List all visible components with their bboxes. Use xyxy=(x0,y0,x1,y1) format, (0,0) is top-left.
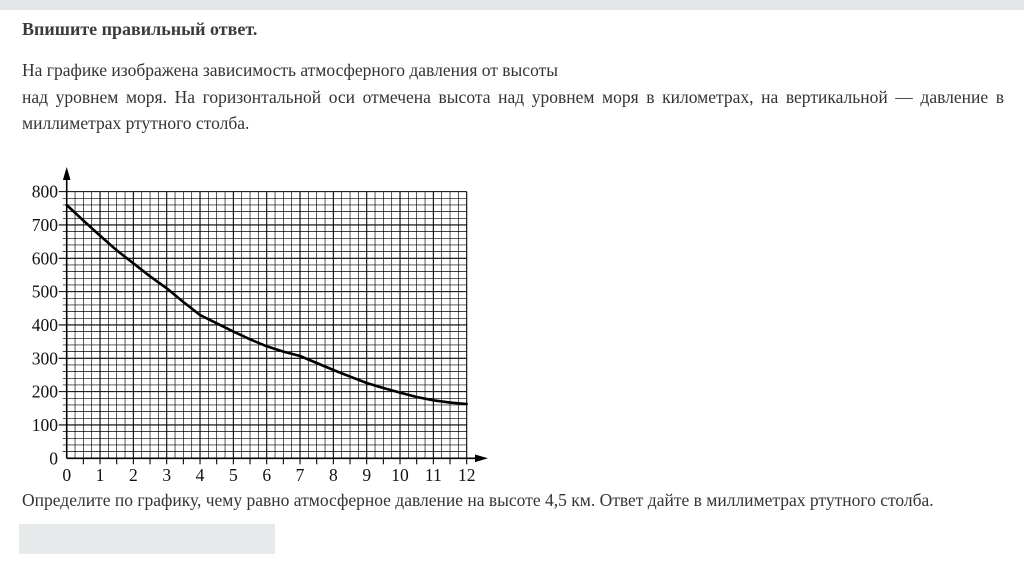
x-tick-label: 5 xyxy=(228,465,238,485)
x-tick-label: 3 xyxy=(162,465,172,485)
problem-statement xyxy=(22,57,1004,137)
x-axis-ticks xyxy=(83,458,466,464)
y-axis-arrow-icon xyxy=(63,167,71,180)
y-tick-label: 400 xyxy=(31,314,58,335)
x-tick-label: 1 xyxy=(95,465,105,485)
pressure-altitude-chart xyxy=(0,162,500,502)
answer-input[interactable] xyxy=(19,524,275,554)
problem-line-2: над уровнем моря. На горизонтальной оси отмечена высота над уровнем моря в километрах, на вертикальной — давление в xyxy=(22,86,1004,107)
x-tick-label: 10 xyxy=(391,465,409,485)
y-tick-label: 0 xyxy=(49,448,58,469)
y-tick-labels xyxy=(32,182,59,469)
top-bar xyxy=(0,0,1024,10)
x-tick-labels xyxy=(62,465,475,485)
question-text: Определите по графику, чему равно атмосферное давление на высоте 4,5 км. Ответ дайте в миллиметрах ртутного столба. xyxy=(22,490,934,510)
axes xyxy=(63,167,488,462)
x-tick-label: 9 xyxy=(362,465,372,485)
x-tick-label: 12 xyxy=(457,465,476,485)
x-tick-label: 7 xyxy=(295,465,305,485)
y-tick-label: 100 xyxy=(31,414,58,435)
y-tick-label: 300 xyxy=(31,348,58,369)
x-tick-label: 11 xyxy=(424,465,442,485)
x-tick-label: 2 xyxy=(128,465,138,485)
x-tick-label: 8 xyxy=(328,465,338,485)
page-title: Впишите правильный ответ. xyxy=(22,19,258,39)
y-tick-label: 700 xyxy=(31,214,58,235)
x-tick-label: 6 xyxy=(262,465,272,485)
x-axis-arrow-icon xyxy=(475,455,488,463)
x-tick-label: 4 xyxy=(195,465,205,485)
y-tick-label: 500 xyxy=(31,281,58,302)
y-tick-label: 600 xyxy=(31,248,58,269)
y-tick-label: 200 xyxy=(31,381,58,402)
x-tick-label: 0 xyxy=(62,465,72,485)
problem-line-3: миллиметрах ртутного столба. xyxy=(22,113,250,133)
y-tick-label: 800 xyxy=(31,181,58,202)
problem-line-1: На графике изображена зависимость атмосферного давления от высоты xyxy=(22,60,558,80)
pressure-altitude-chart-svg xyxy=(0,162,500,502)
